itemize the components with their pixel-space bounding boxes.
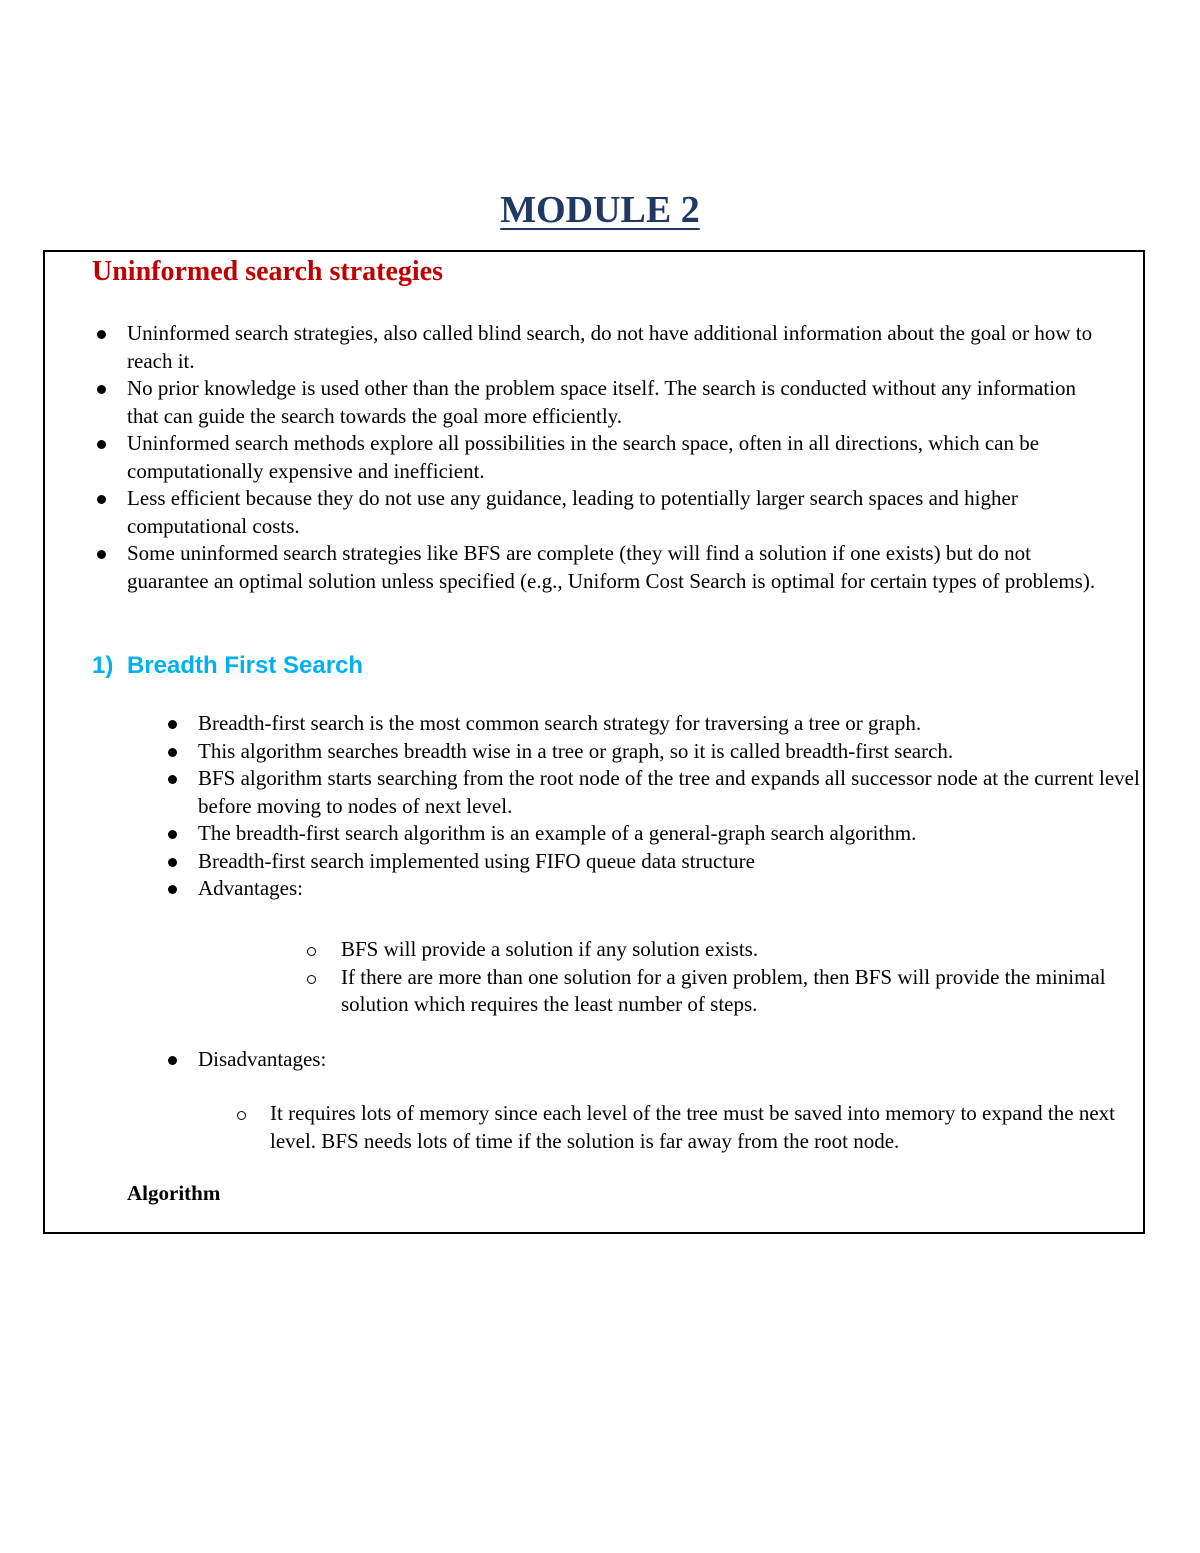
list-item: [92, 540, 1107, 595]
list-item-text: It requires lots of memory since each level of the tree must be saved into memory to expand the next level. BFS needs lots of time if the solution is far away from the root node.: [270, 1101, 1115, 1153]
disadvantages-label: Disadvantages:: [198, 1047, 327, 1071]
bullet-icon: [168, 748, 177, 757]
list-item-text: The breadth-first search algorithm is an example of a general-graph search algorithm.: [198, 821, 917, 845]
bfs-heading-text: Breadth First Search: [127, 652, 364, 679]
list-item-text: Breadth-first search is the most common search strategy for traversing a tree or graph.: [198, 711, 922, 735]
circle-bullet-icon: [307, 975, 316, 984]
list-item: [233, 1100, 1133, 1155]
bfs-heading: [92, 650, 363, 682]
bfs-bullet-list: [163, 710, 1153, 903]
advantages-list: [303, 936, 1133, 1019]
advantages-label: Advantages:: [198, 876, 303, 900]
list-item-text: BFS algorithm starts searching from the root node of the tree and expands all successor node at the current level before moving to nodes of next level.: [198, 766, 1140, 818]
circle-bullet-icon: [307, 947, 316, 956]
algorithm-label: Algorithm: [127, 1181, 221, 1205]
list-item: [163, 875, 1153, 903]
section-heading: Uninformed search strategies: [92, 256, 443, 287]
bullet-icon: [168, 775, 177, 784]
list-item: [92, 320, 1107, 375]
bullet-icon: [97, 550, 106, 559]
list-item: [303, 964, 1133, 1019]
circle-bullet-icon: [237, 1111, 246, 1120]
bfs-heading-number: 1): [92, 652, 114, 679]
list-item: [163, 738, 1153, 766]
disadvantages-list: [233, 1100, 1133, 1155]
list-item: [163, 765, 1153, 820]
list-item-text: Less efficient because they do not use any guidance, leading to potentially larger search spaces and higher computational costs.: [127, 486, 1018, 538]
list-item-text: Uninformed search strategies, also called blind search, do not have additional information about the goal or how to reach it.: [127, 321, 1093, 373]
list-item: [92, 375, 1107, 430]
bullet-icon: [97, 385, 106, 394]
list-item-text: This algorithm searches breadth wise in a tree or graph, so it is called breadth-first search.: [198, 738, 954, 763]
list-item-text: BFS will provide a solution if any solution exists.: [341, 937, 759, 961]
list-item: [92, 485, 1107, 540]
list-item: [163, 1046, 563, 1074]
content-frame: [43, 250, 1145, 1234]
list-item-text: Uninformed search methods explore all possibilities in the search space, often in all directions, which can be computationally expensive and inefficient.: [127, 431, 1040, 483]
bullet-icon: [97, 495, 106, 504]
list-item-text: Some uninformed search strategies like BFS are complete (they will find a solution if one exists) but do not guarantee an optimal solution unless specified (e.g., Uniform Cost Search is optimal for certain types of problems).: [127, 541, 1096, 593]
bullet-icon: [97, 330, 106, 339]
list-item-text: No prior knowledge is used other than the problem space itself. The search is conducted without any information that can guide the search towards the goal more efficiently.: [127, 376, 1077, 428]
list-item-text: If there are more than one solution for a given problem, then BFS will provide the minimal solution which requires the least number of steps.: [341, 964, 1106, 1016]
list-item: [163, 820, 1153, 848]
list-item: [163, 848, 1153, 876]
bullet-icon: [168, 720, 177, 729]
disadvantages-bullet: [163, 1046, 563, 1074]
list-item: [303, 936, 1133, 964]
intro-bullet-list: [92, 320, 1107, 595]
bullet-icon: [168, 885, 177, 894]
list-item-text: Breadth-first search implemented using FIFO queue data structure: [198, 848, 755, 873]
bullet-icon: [168, 1056, 177, 1065]
list-item: [163, 710, 1153, 738]
bullet-icon: [168, 858, 177, 867]
bullet-icon: [97, 440, 106, 449]
module-title: MODULE 2: [500, 189, 700, 231]
list-item: [92, 430, 1107, 485]
bullet-icon: [168, 830, 177, 839]
